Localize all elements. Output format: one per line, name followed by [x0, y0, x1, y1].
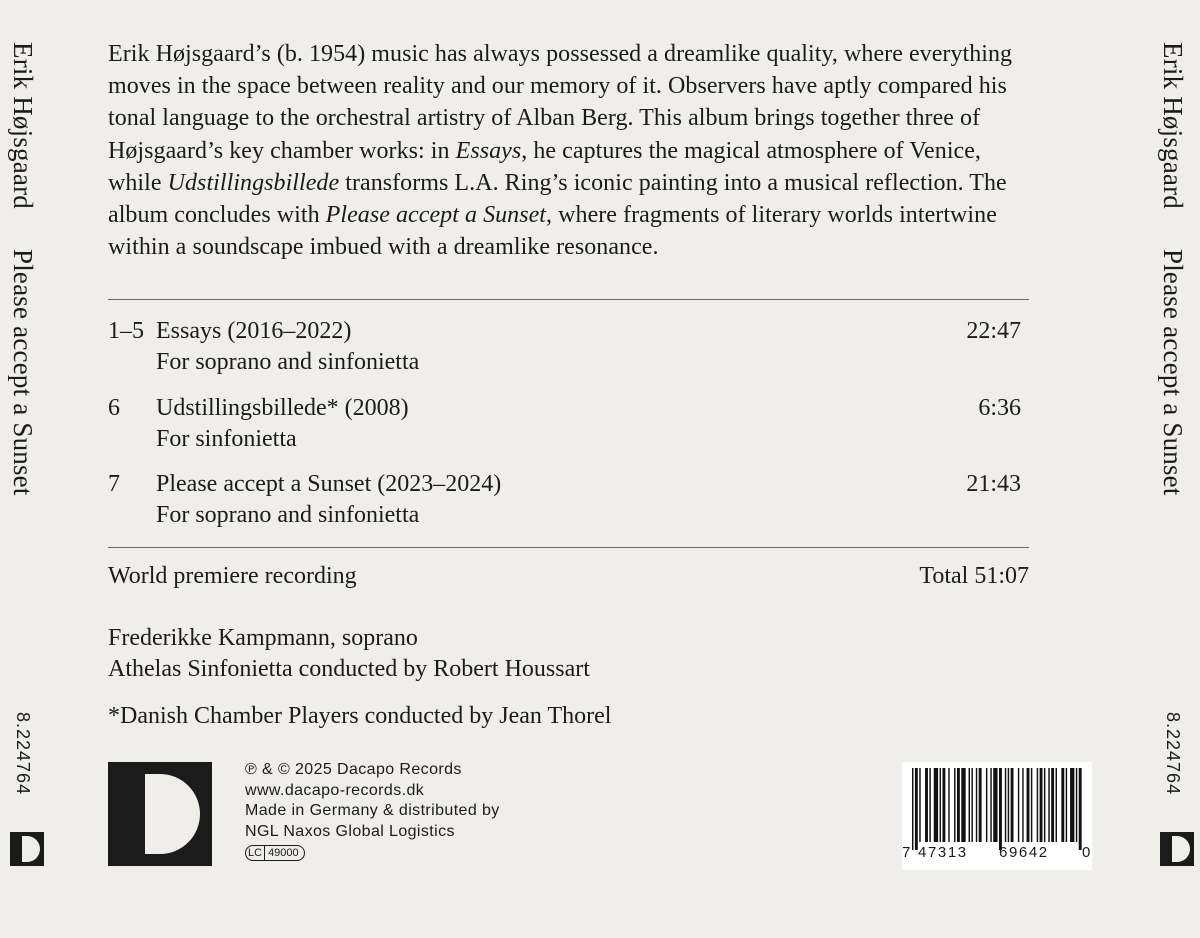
track-number: 1–5 — [108, 318, 144, 344]
barcode-bar — [915, 768, 918, 850]
barcode-bar — [976, 768, 977, 842]
barcode-bar — [1061, 768, 1064, 842]
spine-title-left — [2, 42, 44, 496]
barcode-bar — [999, 768, 1002, 850]
intro-italic-udstillingsbillede: Udstillingsbillede — [167, 169, 340, 196]
barcode-bar — [948, 768, 949, 842]
lc-code: 49000 — [268, 847, 299, 859]
barcode-bar — [971, 768, 972, 842]
barcode-bar — [929, 768, 930, 842]
barcode-bar — [1076, 768, 1077, 842]
spine-title-right — [1152, 42, 1194, 496]
spine-album-title: Please accept a Sunset — [1158, 249, 1188, 496]
track-duration: 6:36 — [978, 395, 1021, 421]
barcode-bar — [1005, 768, 1006, 842]
barcode-bar — [954, 768, 955, 842]
spine-catalog-number: 8.224764 — [13, 712, 33, 796]
barcode-bar — [940, 768, 941, 842]
website-link[interactable]: www.dacapo-records.dk — [245, 781, 425, 799]
track-title: Essays (2016–2022) — [156, 318, 352, 344]
barcode-bar — [1040, 768, 1043, 842]
barcode-bar — [1044, 768, 1045, 842]
intro-italic-essays: Essays — [455, 137, 522, 164]
made-in-line: Made in Germany & distributed by — [245, 802, 500, 819]
performer-ensemble: Athelas Sinfonietta conducted by Robert Houssart — [108, 656, 590, 682]
barcode-digit-first: 7 — [902, 844, 912, 861]
barcode-bar — [1056, 768, 1057, 842]
dacapo-logo-icon — [1160, 832, 1194, 866]
barcode-digit-last: 0 — [1082, 844, 1092, 861]
track-duration: 22:47 — [966, 318, 1021, 344]
barcode-digits-left: 47313 — [918, 844, 968, 861]
barcode-bar — [1022, 768, 1023, 842]
barcode-bar — [979, 768, 982, 842]
premiere-note: World premiere recording — [108, 563, 357, 589]
intro-text: , where fragments of literary worlds intertwine within a soundscape imbued with a dreamlike resonance. — [108, 202, 997, 261]
track-subtitle: For soprano and sinfonietta — [156, 349, 420, 375]
left-spine — [0, 0, 50, 938]
barcode-bar — [1011, 768, 1014, 842]
intro-paragraph — [108, 38, 1038, 263]
barcode-bar — [942, 768, 945, 842]
right-spine — [1150, 0, 1200, 938]
barcode-bar — [961, 768, 965, 842]
barcode-bar — [1008, 768, 1009, 842]
barcode-bar — [1031, 768, 1032, 842]
intro-italic-sunset: Please accept a Sunset — [325, 202, 547, 229]
barcode-bar — [925, 768, 928, 842]
total-duration: Total 51:07 — [919, 563, 1029, 589]
barcode-bar — [1051, 768, 1054, 842]
barcode-bar — [969, 768, 970, 842]
track-number: 7 — [108, 471, 120, 497]
divider-bottom — [108, 547, 1029, 548]
barcode-bar — [1070, 768, 1074, 842]
track-duration: 21:43 — [966, 471, 1021, 497]
barcode-bar — [993, 768, 997, 842]
barcode-bar — [1079, 768, 1082, 850]
track-number: 6 — [108, 395, 120, 421]
spine-composer: Erik Højsgaard — [1158, 42, 1188, 210]
spine-composer: Erik Højsgaard — [8, 42, 38, 210]
label-credits — [245, 760, 500, 863]
barcode-bar — [912, 768, 913, 850]
performer-footnote: *Danish Chamber Players conducted by Jean Thorel — [108, 703, 612, 729]
barcode-bar — [990, 768, 991, 842]
intro-text: transforms L.A. Ring’s iconic painting into a musical reflection. The album concludes with — [108, 169, 1007, 229]
barcode-bar — [1018, 768, 1019, 842]
barcode-bar — [1027, 768, 1030, 842]
barcode-bar — [1066, 768, 1067, 842]
intro-text: Erik Højsgaard’s (b. 1954) music has always possessed a dreamlike quality, where everything moves in the space between reality and our memory of it. Observers have aptly compared his tonal language to the orchestral artistry of Alban Berg. This album brings together three of Højsgaard’s key chamber works: in — [108, 41, 1013, 164]
lc-mark: LC — [248, 846, 265, 860]
barcode-bar — [957, 768, 960, 842]
barcode-digits-right: 69642 — [999, 844, 1049, 861]
barcode-bar — [986, 768, 987, 842]
copyright-line: ℗ & © 2025 Dacapo Records — [245, 761, 462, 778]
track-subtitle: For soprano and sinfonietta — [156, 502, 420, 528]
dacapo-logo-icon — [10, 832, 44, 866]
label-code-badge — [245, 845, 305, 861]
barcode-bar — [919, 768, 920, 842]
track-subtitle: For sinfonietta — [156, 426, 297, 452]
spine-catalog-number: 8.224764 — [1163, 712, 1183, 796]
track-title: Udstillingsbillede* (2008) — [156, 395, 409, 421]
distributor-line: NGL Naxos Global Logistics — [245, 822, 455, 840]
barcode-bar — [934, 768, 938, 842]
dacapo-logo-icon — [108, 762, 212, 866]
barcode — [902, 762, 1092, 870]
divider-top — [108, 299, 1029, 300]
track-title: Please accept a Sunset (2023–2024) — [156, 471, 502, 497]
spine-album-title: Please accept a Sunset — [8, 249, 38, 496]
barcode-bar — [1048, 768, 1049, 842]
performer-soprano: Frederikke Kampmann, soprano — [108, 625, 418, 651]
intro-text: , he captures the magical atmosphere of Venice, while — [108, 137, 981, 196]
barcode-bar — [1037, 768, 1038, 842]
